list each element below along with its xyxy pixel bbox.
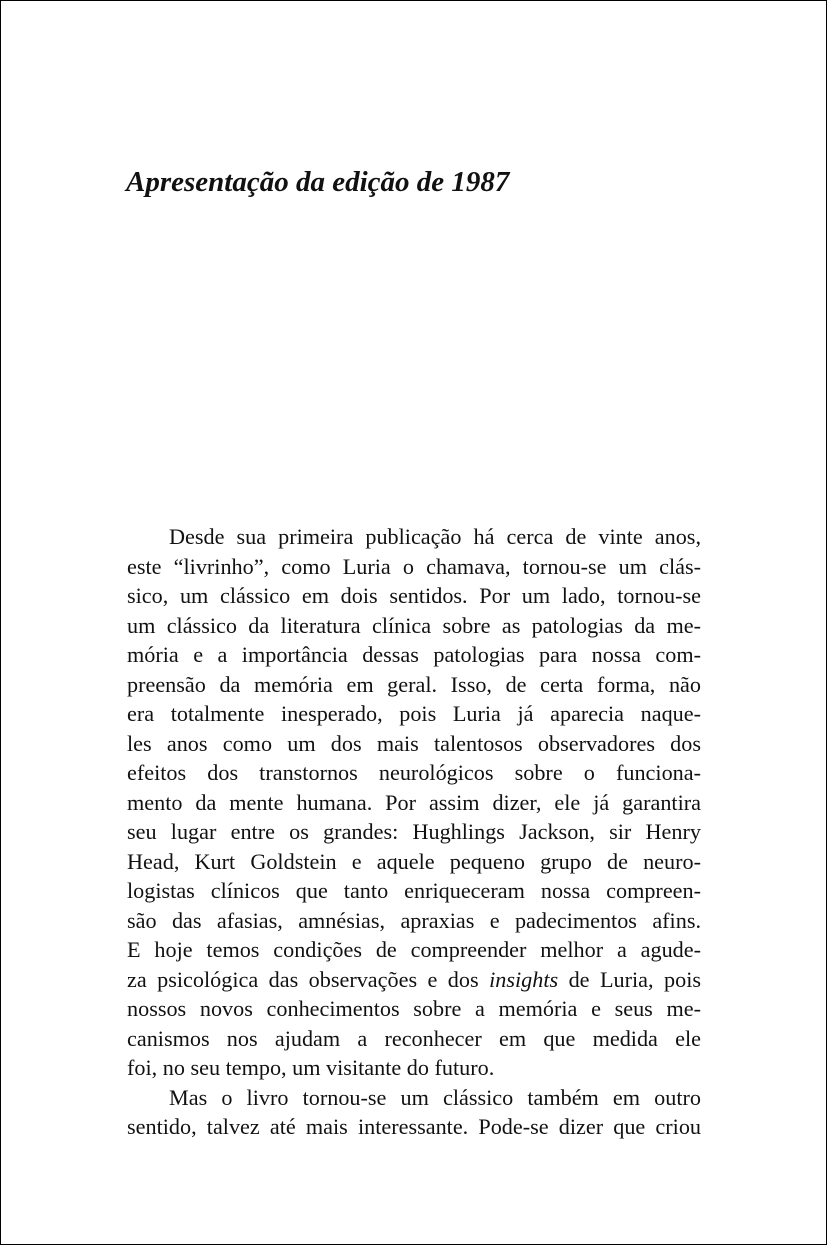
text-line: nossos novos conhecimentos sobre a memória e seus me- bbox=[127, 996, 701, 1021]
text-line: E hoje temos condições de compreender melhor a agude- bbox=[127, 937, 701, 962]
text-line: mento da mente humana. Por assim dizer, ele já garantira bbox=[127, 789, 701, 815]
paragraph-2 bbox=[127, 1083, 701, 1142]
text-line: les anos como um dos mais talentosos observadores dos bbox=[127, 730, 701, 756]
text-line: Desde sua primeira publicação há cerca de vinte anos, bbox=[169, 524, 701, 549]
text-line: sico, um clássico em dois sentidos. Por um lado, tornou-se bbox=[127, 583, 701, 608]
text-line: este “livrinho”, como Luria o chamava, tornou-se um clás- bbox=[127, 553, 701, 579]
text-line: Mas o livro tornou-se um clássico também em outro bbox=[169, 1084, 701, 1110]
text-line: mória e a importância dessas patologias para nossa com- bbox=[127, 642, 701, 667]
paragraph-1 bbox=[127, 522, 701, 1083]
text-segment: za psicológica das observações e dos bbox=[127, 966, 490, 992]
text-line bbox=[127, 965, 701, 995]
text-line: um clássico da literatura clínica sobre as patologias da me- bbox=[127, 612, 701, 638]
text-line: era totalmente inesperado, pois Luria já aparecia naque- bbox=[127, 701, 701, 726]
italic-term: insights bbox=[489, 966, 559, 992]
text-line: preensão da memória em geral. Isso, de certa forma, não bbox=[127, 671, 701, 697]
text-line: são das afasias, amnésias, apraxias e padecimentos afins. bbox=[127, 907, 701, 933]
chapter-heading: Apresentação da edição de 1987 bbox=[126, 166, 510, 198]
text-line: efeitos dos transtornos neurológicos sobre o funciona- bbox=[127, 760, 701, 785]
text-line: foi, no seu tempo, um visitante do futuro. bbox=[127, 1055, 495, 1080]
text-segment: de Luria, pois bbox=[558, 966, 701, 992]
text-line: logistas clínicos que tanto enriqueceram nossa compreen- bbox=[127, 878, 701, 903]
text-line: sentido, talvez até mais interessante. Pode-se dizer que criou bbox=[127, 1114, 701, 1139]
text-line: Head, Kurt Goldstein e aquele pequeno grupo de neuro- bbox=[127, 848, 701, 874]
body-text bbox=[127, 522, 701, 1142]
text-line: seu lugar entre os grandes: Hughlings Jackson, sir Henry bbox=[127, 819, 701, 844]
text-line: canismos nos ajudam a reconhecer em que medida ele bbox=[127, 1025, 701, 1051]
